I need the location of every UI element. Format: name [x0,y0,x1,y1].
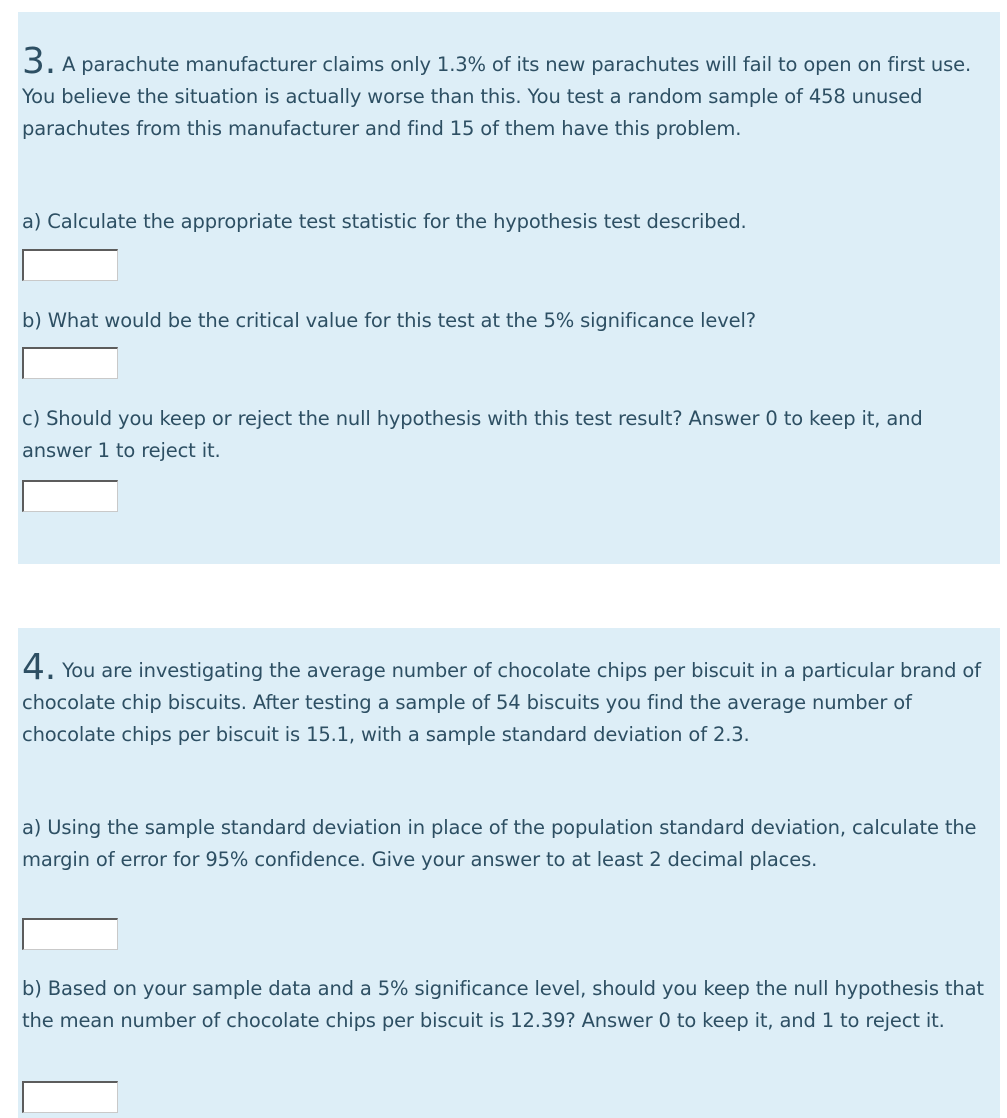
question-3c-text: c) Should you keep or reject the null hypothesis with this test result? Answer 0 to keep it, and answer 1 to reject it. [22,407,923,462]
question-4-panel [18,628,1000,1118]
question-3b-text: b) What would be the critical value for this test at the 5% significance level? [22,309,756,332]
question-4b-text: b) Based on your sample data and a 5% significance level, should you keep the null hypothesis that the mean number of chocolate chips per biscuit is 12.39? Answer 0 to keep it, and 1 to reject it. [22,977,984,1032]
question-3a-text: a) Calculate the appropriate test statistic for the hypothesis test described. [22,210,747,233]
question-3-panel [18,12,1000,564]
question-4-prompt [22,647,990,751]
question-4a-text: a) Using the sample standard deviation in place of the population standard deviation, calculate the margin of error for 95% confidence. Give your answer to at least 2 decimal places. [22,816,977,871]
question-3-number: 3. [22,41,57,82]
question-3-prompt-text: A parachute manufacturer claims only 1.3% of its new parachutes will fail to open on first use. You believe the situation is actually worse than this. You test a random sample of 458 unused parachutes from this manufacturer and find 15 of them have this problem. [22,53,972,140]
question-3-prompt [22,41,990,145]
question-3a-answer-input[interactable] [22,249,118,281]
question-4-number: 4. [22,647,57,688]
question-4a-answer-input[interactable] [22,918,118,950]
question-4-prompt-text: You are investigating the average number of chocolate chips per biscuit in a particular brand of chocolate chip biscuits. After testing a sample of 54 biscuits you find the average number of chocolate chips per biscuit is 15.1, with a sample standard deviation of 2.3. [22,659,981,746]
question-3c-answer-input[interactable] [22,480,118,512]
question-4b-answer-input[interactable] [22,1081,118,1113]
question-3b-answer-input[interactable] [22,347,118,379]
